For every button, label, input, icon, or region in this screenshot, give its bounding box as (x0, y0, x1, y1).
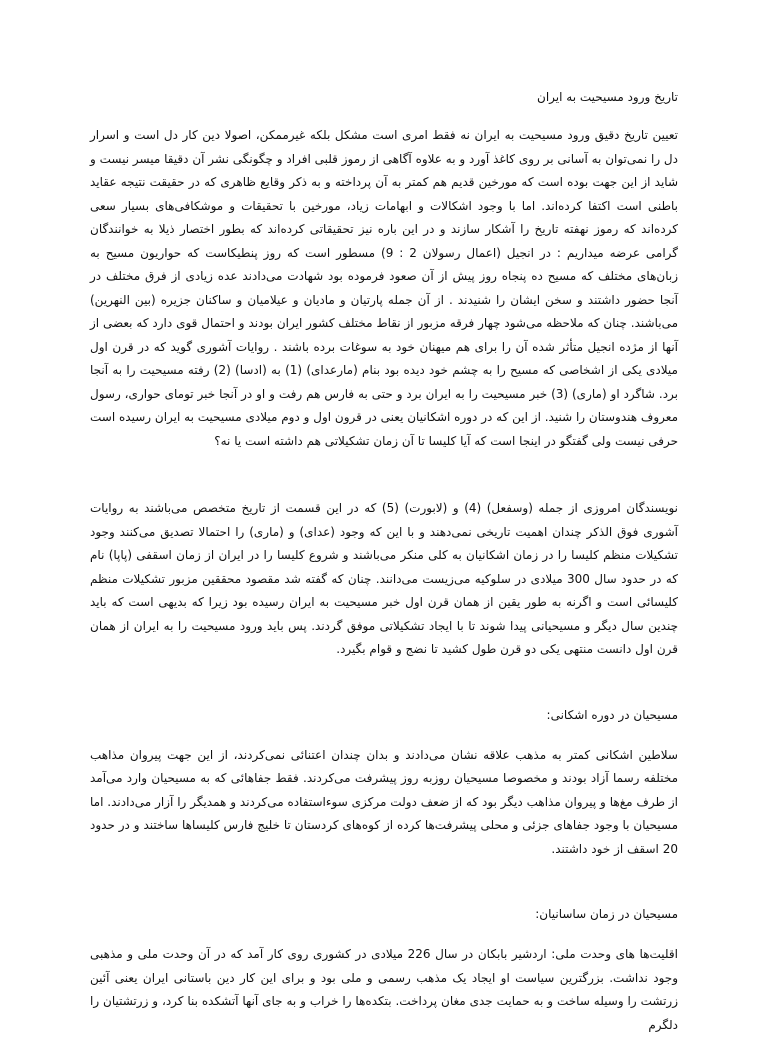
document-page (90, 88, 678, 1037)
section-heading-sasanian: مسیحیان در زمان ساسانیان: (535, 907, 678, 921)
paragraph-3: سلاطین اشکانی کمتر به مذهب علاقه نشان می‌دادند و بدان چندان اعتنائی نمی‌کردند، از این جهت پیروان مذاهب مختلفه رسما آزاد بودند و مخصوصا مسیحیان روزبه روز پیشرفت می‌کردند. فقط جفاهائی که به مسیحیان وارد می‌آمد از طرف مغ‌ها و پیروان مذاهب دیگر بود که از ضعف دولت مرکزی سوءاستفاده می‌کردند و همدیگر را آزار می‌دادند. اما مسیحیان با وجود جفاهای جزئی و محلی پیشرفت‌ها کرده از کوه‌های کردستان تا خلیج فارس کلیساها ساختند و در حدود 20 اسقف از خود داشتند. (90, 747, 678, 856)
spacer (90, 662, 678, 706)
document-title: تاریخ ورود مسیحیت به ایران (537, 90, 678, 104)
section-heading-parthian: مسیحیان در دوره اشکانی: (546, 707, 678, 722)
paragraph-2: نویسندگان امروزی از جمله (وسفعل) (4) و (لابورت) (5) که در این قسمت از تاریخ متخصص می‌باشند به روایات آشوری فوق الذکر چندان اهمیت تاریخی نمی‌دهند و با این که وجود (عدای) و (ماری) را احتمالا تصدیق می‌کنند وجود تشکیلات منظم کلیسا را در زمان اشکانیان به کلی منکر می‌باشند و شروع کلیسا را در ایران از زمان اسقفی (پاپا) نام که در حدود سال 300 میلادی در سلوکیه می‌زیست می‌دانند. چنان که گفته شد مقصود محققین مزبور تشکیلات منظم کلیسائی است و اگرنه به طور یقین از همان قرن اول خبر مسیحیت به ایران رسیده بود زیرا که بدیهی است که باید چندین سال دیگر و مسیحیانی پیدا شوند تا با ایجاد تشکیلاتی موفق گردند. پس باید ورود مسیحیت را به ایران از همان قرن اول دانست منتهی یکی دو قرن طول کشید تا نضج و قوام بگیرد. (90, 501, 679, 656)
paragraph-4: اقلیت‌ها های وحدت ملی: اردشیر بابکان در سال 226 میلادی در کشوری روی کار آمد که در آن وحدت ملی و مذهبی وجود نداشت. بزرگترین سیاست او ایجاد یک مذهب رسمی و ملی بود و برای این کار دین باستانی ایران یعنی آئین زرتشت را وسیله ساخت و به حمایت جدی مغان پرداخت. بتکده‌ها را خراب و به جای آنها آتشکده بنا کرد، و زرتشتیان را دلگرم (90, 947, 678, 1032)
spacer (90, 861, 678, 905)
spacer (90, 453, 678, 497)
paragraph-1: تعیین تاریخ دقیق ورود مسیحیت به ایران نه فقط امری است مشکل بلکه غیرممکن، اصولا دین کار دل است و اسرار دل را نمی‌توان به آسانی بر روی کاغذ آورد و به علاوه آگاهی از رموز قلبی افراد و چگونگی نشر آن دقیقا میسر نیست و شاید از این جهت بوده است که مورخین قدیم هم کمتر به آن پرداخته و به ذکر وقایع ظاهری که در حقیقت نتیجه عقاید باطنی است اکتفا کرده‌اند. اما با وجود اشکالات و ابهامات زیاد، مورخین با تحقیقات و موشکافی‌های بسیار سعی کرده‌اند که رموز نهفته تاریخ را آشکار سازند و در این باره نیز تحقیقاتی کرده‌اند که بطور اختصار ذیلا به خوانندگان گرامی عرضه میداریم : در انجیل (اعمال رسولان 2 : 9) مسطور است که روز پنطیکاست که حواریون مسیح به زبان‌های مختلف که مسیح ده پنجاه روز پیش از آن صعود فرموده بود شهادت می‌دادند عده زیادی از فرق مختلف در آنجا حضور داشتند و سخن ایشان را شنیدند . از آن جمله پارتیان و مادیان و عیلامیان و ساکنان جزیره (بین النهرین) می‌باشند. چنان که ملاحظه می‌شود چهار فرقه مزبور از نقاط مختلف کشور ایران بودند و احتمال قوی دارد که بعضی از آنها از مژده انجیل متأثر شده آن را برای هم میهنان خود به سوغات برده باشند . روایات آشوری گوید که در قرن اول میلادی یکی از اشخاصی که مسیح را به چشم خود دیده بود بنام (مارعدای) (1) به (ادسا) (2) رفته مسیحیت را به آنجا برد. شاگرد او (ماری) (3) خبر مسیحیت را به ایران برد و حتی به فارس هم رفت و او در آنجا خبر توما‌ی حواری، رسول معروف هندوستان را شنید. از این که در دوره اشکانیان یعنی در قرون اول و دوم میلادی مسیحیت به ایران رسیده است حرفی نیست ولی گفتگو در اینجا است که آیا کلیسا تا آن زمان تشکیلاتی هم داشته است یا نه؟ (90, 128, 679, 448)
